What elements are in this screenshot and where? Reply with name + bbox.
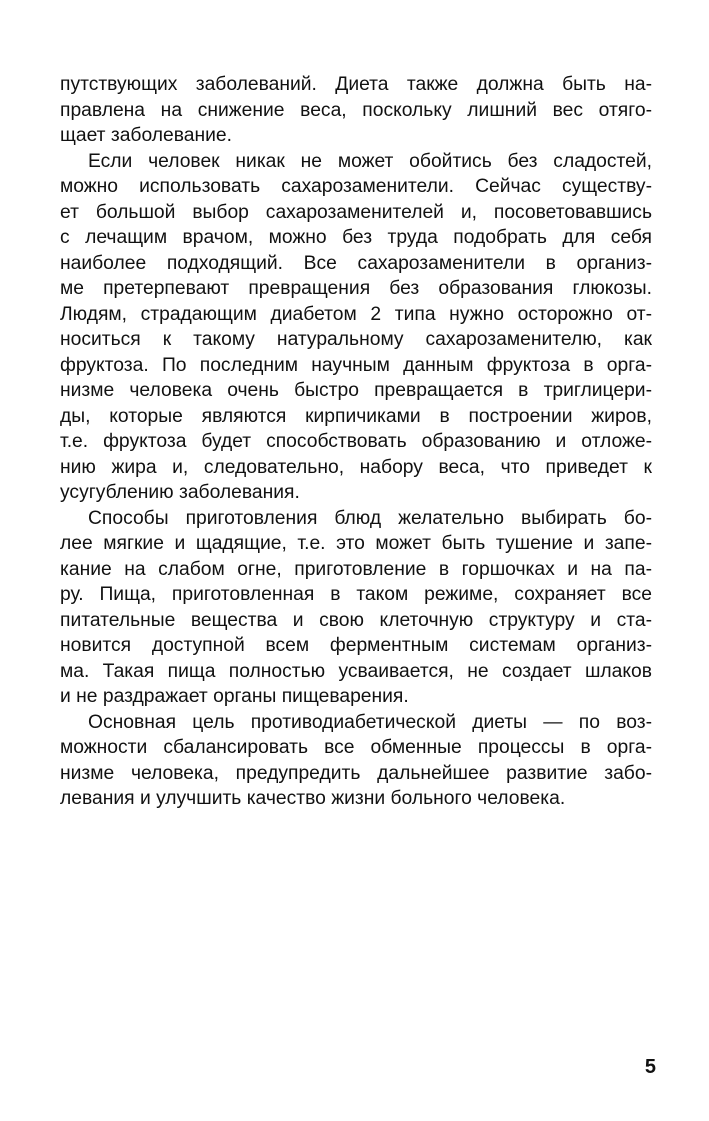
text-line: Если человек никак не может обойтись без сладостей, <box>88 150 652 172</box>
text-line: правлена на снижение веса, поскольку лишний вес отяго- <box>60 99 652 121</box>
text-line: Людям, страдающим диабетом 2 типа нужно осторожно от- <box>60 303 652 325</box>
page-number: 5 <box>644 1056 656 1078</box>
text-line: путствующих заболеваний. Диета также должна быть на- <box>60 74 652 95</box>
text-line: ет большой выбор сахарозаменителей и, посоветовавшись <box>60 201 652 223</box>
text-line: с лечащим врачом, можно без труда подобрать для себя <box>60 227 652 248</box>
text-line: и не раздражает органы пищеварения. <box>60 686 409 707</box>
text-line: Способы приготовления блюд желательно выбирать бо- <box>88 507 652 529</box>
text-line: усугублению заболевания. <box>60 482 300 503</box>
text-line: питательные вещества и свою клеточную структуру и ста- <box>60 609 652 631</box>
text-line: фруктоза. По последним научным данным фруктоза в орга- <box>60 354 652 376</box>
text-line: кание на слабом огне, приготовление в горшочках и на па- <box>60 558 652 580</box>
text-line: щает заболевание. <box>60 125 232 146</box>
text-line: носиться к такому натуральному сахарозаменителю, как <box>60 329 652 350</box>
text-line: ру. Пища, приготовленная в таком режиме, сохраняет все <box>60 584 652 605</box>
text-line: можности сбалансировать все обменные процессы в орга- <box>60 737 652 758</box>
text-line: ды, которые являются кирпичиками в построении жиров, <box>60 405 652 427</box>
text-line: новится доступной всем ферментным системам организ- <box>60 635 652 656</box>
text-line: ме претерпевают превращения без образования глюкозы. <box>60 278 652 299</box>
body-text <box>60 72 652 812</box>
text-line: ма. Такая пища полностью усваивается, не создает шлаков <box>60 660 652 682</box>
text-line: нию жира и, следовательно, набору веса, что приведет к <box>60 456 652 478</box>
text-line: Основная цель противодиабетической диеты — по воз- <box>88 711 652 733</box>
text-line: низме человека, предупредить дальнейшее развитие забо- <box>60 762 652 784</box>
text-line: наиболее подходящий. Все сахарозаменители в организ- <box>60 252 652 274</box>
text-line: т.е. фруктоза будет способствовать образованию и отложе- <box>60 431 652 452</box>
text-line: лее мягкие и щадящие, т.е. это может быть тушение и запе- <box>60 533 652 554</box>
text-line: левания и улучшить качество жизни больного человека. <box>60 788 566 809</box>
text-line: низме человека очень быстро превращается в триглицери- <box>60 380 652 401</box>
text-line: можно использовать сахарозаменители. Сейчас существу- <box>60 176 652 197</box>
